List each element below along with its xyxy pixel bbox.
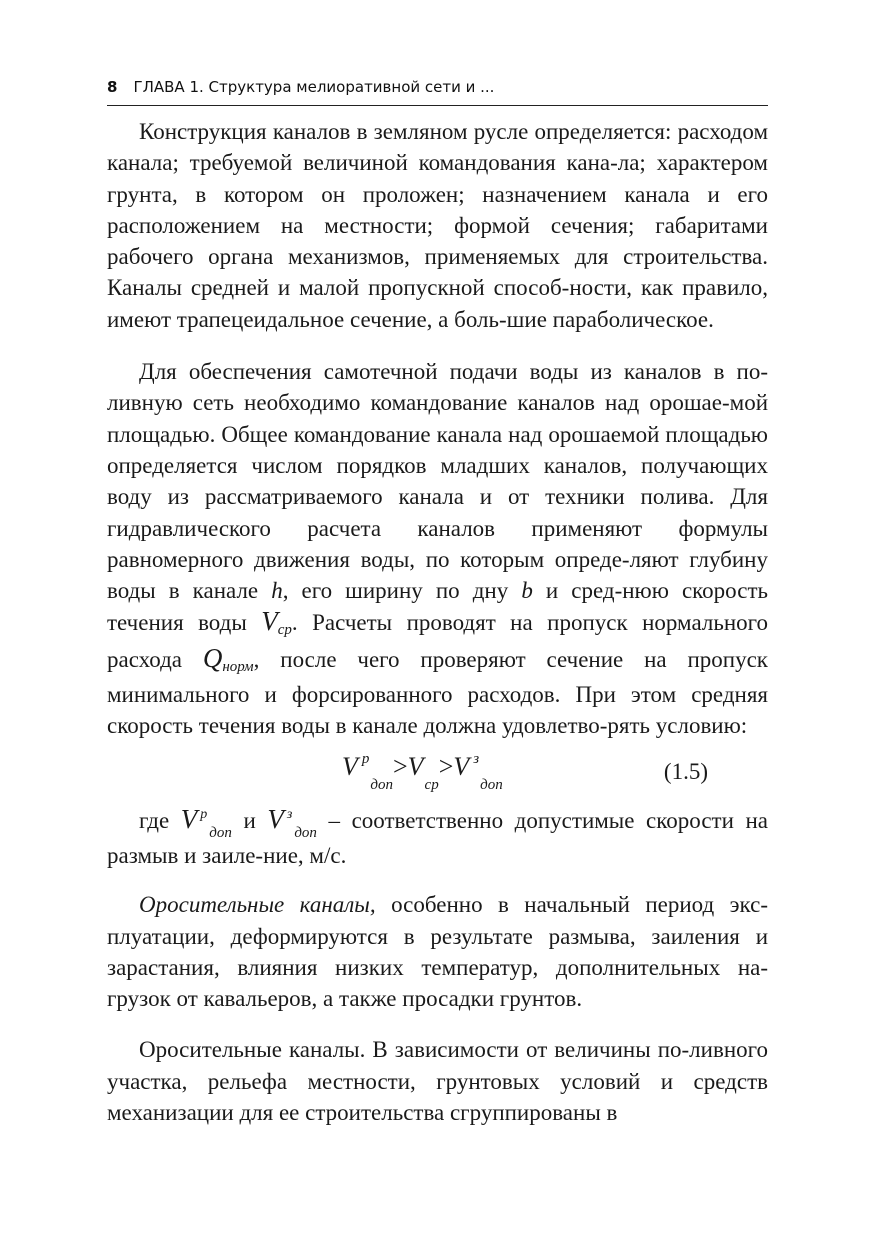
- paragraph-where: где V $^р_{доп}$ и V $^з_{доп}$ – соответственно допустимые скорости на размыв и заиле-ние, м/с.: [107, 803, 768, 868]
- variable-q-subscript: норм: [222, 658, 254, 675]
- variable-q: Q: [202, 642, 223, 673]
- variable-v-subscript: ср: [277, 622, 292, 639]
- variable-v: V: [261, 606, 278, 637]
- header-rule: [107, 105, 768, 106]
- page-number: 8: [107, 78, 118, 96]
- variable-h: h: [271, 578, 283, 604]
- running-header: [107, 76, 768, 98]
- paragraph-irrigation-grouping: Оросительные каналы. В зависимости от величины по-ливного участка, рельефа местности, грунтовых условий и средств механизации для ее строительства сгруппированы в: [107, 1037, 768, 1126]
- paragraph-self-flow: Для обеспечения самотечной подачи воды из каналов в по-ливную сеть необходимо командование каналов над орошае-мой площадью. Общее командование канала над орошаемой площадью определяется числом порядков младших каналов, получающих воду из рассматриваемого канала и от техники полива. Для гидравлического расчета каналов применяют формулы равномерного движения воды, по которым опреде-ляют глубину воды в канале h, его ширину по дну b и сред-нюю скорость течения воды Vср. Расчеты проводят на пропуск нормального расхода Qнорм, после чего проверяют сечение на пропуск минимального и форсированного расходов. При этом средняя скорость течения воды в канале должна удовлетво-рять условию:: [107, 359, 769, 739]
- variable-b: b: [521, 578, 533, 604]
- formula-row: [107, 742, 768, 804]
- italic-term: Оросительные каналы,: [139, 892, 376, 918]
- paragraph-canal-construction: Конструкция каналов в земляном русле определяется: расходом канала; требуемой величиной командования кана-ла; характером грунта, в котором он проложен; назначением канала и его расположением на местности; формой сечения; габаритами рабочего органа механизмов, применяемых для строительства. Каналы средней и малой пропускной способ-ности, как правило, имеют трапецеидальное сечение, а боль-шие параболическое.: [107, 119, 768, 332]
- paragraph-irrigation-deformation: Оросительные каналы, особенно в начальный период экс-плуатации, деформируются в результате размыва, заиления и зарастания, влияния низких температур, дополнительных на-грузок от кавальеров, а также просадки грунтов.: [107, 892, 768, 1012]
- running-title: ГЛАВА 1. Структура мелиоративной сети и ...: [133, 78, 495, 96]
- body-text: [107, 116, 768, 1128]
- equation-number: (1.5): [663, 758, 708, 784]
- formula-1-5: V $^р_{доп}>V_{ср}>V$ $^з_{доп}$: [342, 750, 503, 793]
